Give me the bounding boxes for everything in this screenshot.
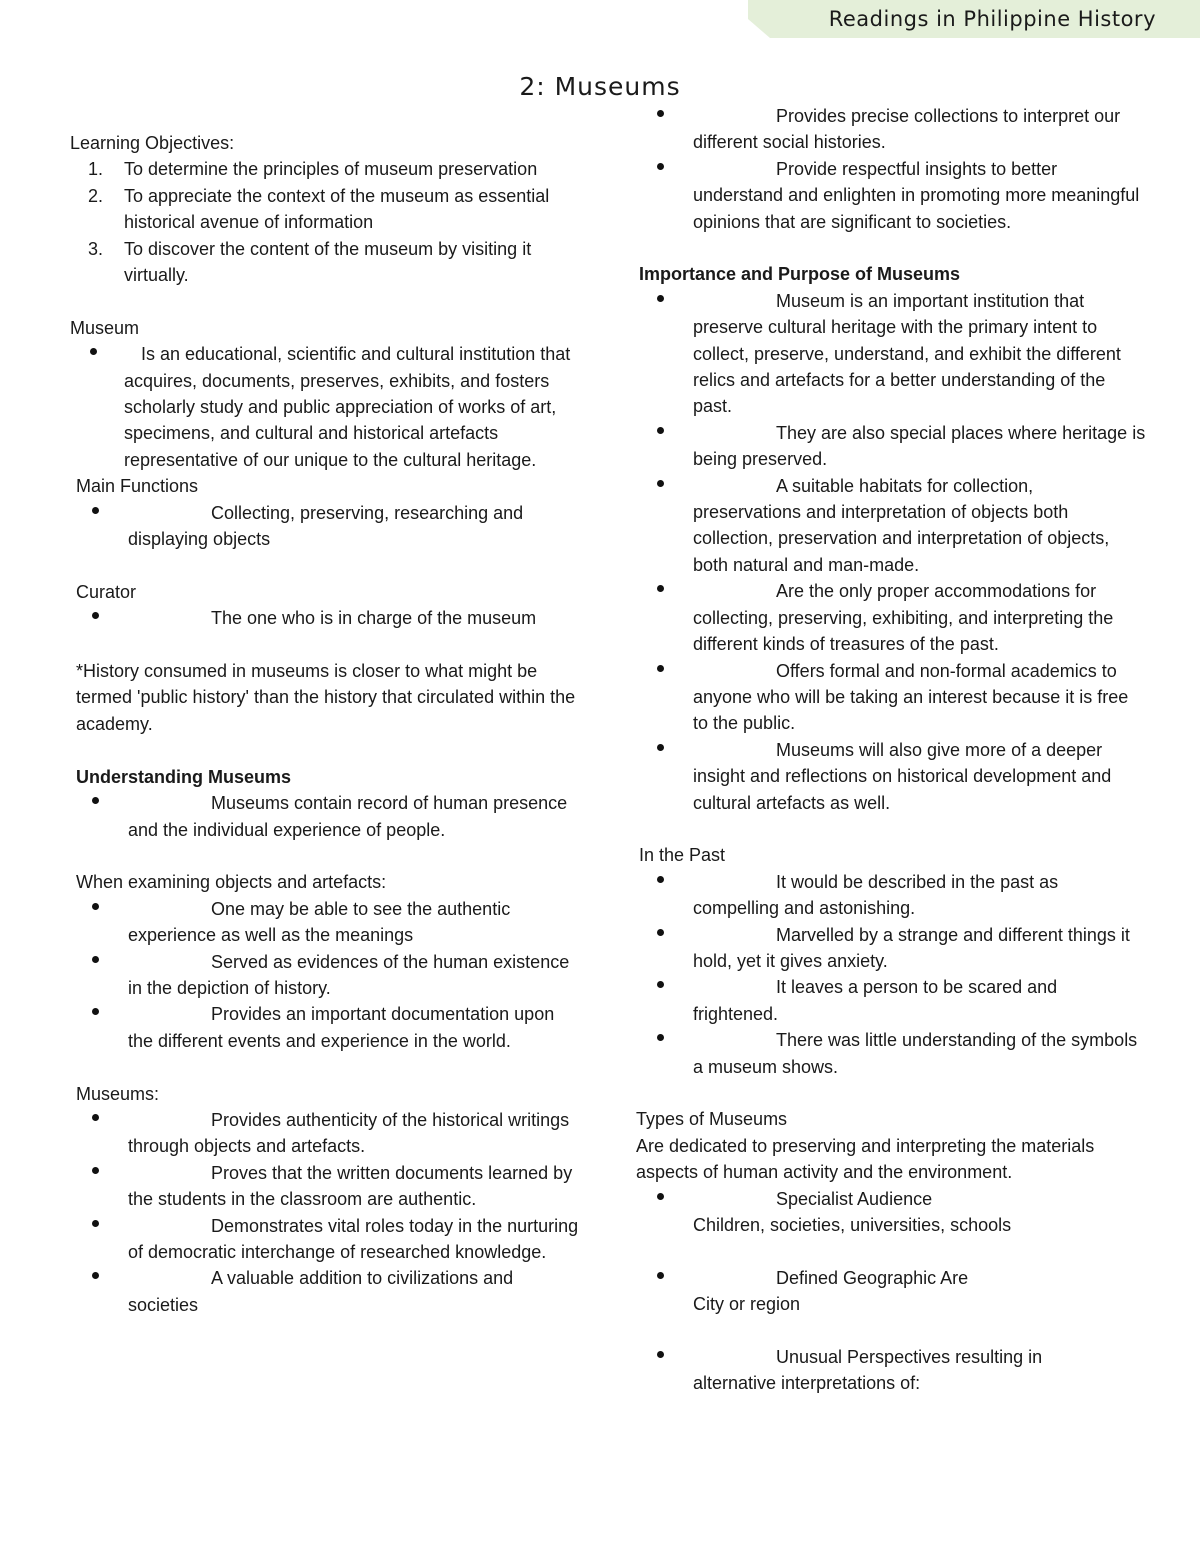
bullet-icon	[657, 665, 664, 672]
understanding-museums-heading: Understanding Museums	[76, 766, 292, 787]
bullet-icon	[92, 1114, 99, 1121]
curator-list	[70, 605, 580, 631]
type-detail: Children, societies, universities, schools	[693, 1215, 1012, 1236]
types-list	[636, 1186, 1146, 1212]
continued-list	[636, 103, 1146, 235]
bullet-icon	[92, 1272, 99, 1279]
list-item: Provides precise collections to interpret our different social histories.	[636, 103, 1146, 156]
list-item: Museums contain record of human presence and the individual experience of people.	[70, 790, 580, 843]
curator-heading: Curator	[76, 581, 137, 602]
list-item: It would be described in the past as compelling and astonishing.	[636, 869, 1146, 922]
type-detail: City or region	[693, 1294, 801, 1315]
bullet-icon	[92, 1167, 99, 1174]
list-item: Provides an important documentation upon the different events and experience in the world.	[70, 1001, 580, 1054]
museum-heading: Museum	[70, 317, 140, 338]
list-item: Unusual Perspectives resulting in	[636, 1344, 1146, 1370]
list-item: Provide respectful insights to better understand and enlighten in promoting more meaningful opinions that are significant to societies.	[636, 156, 1146, 235]
understanding-museums-list	[70, 790, 580, 843]
list-item: Are the only proper accommodations for collecting, preserving, exhibiting, and interpreting the different kinds of treasures of the past.	[636, 578, 1146, 657]
type-detail: alternative interpretations of:	[693, 1373, 921, 1394]
list-item: Museum is an important institution that preserve cultural heritage with the primary intent to collect, preserve, understand, and exhibit the different relics and artefacts for a better understanding of the past.	[636, 288, 1146, 420]
bullet-icon	[657, 929, 664, 936]
in-the-past-heading: In the Past	[639, 845, 726, 866]
bullet-icon	[657, 295, 664, 302]
bullet-icon	[657, 427, 664, 434]
main-functions-list	[70, 500, 580, 553]
learning-objectives-list	[70, 156, 580, 288]
bullet-icon	[657, 981, 664, 988]
bullet-icon	[657, 480, 664, 487]
types-list	[636, 1265, 1146, 1291]
course-title: Readings in Philippine History	[828, 7, 1156, 31]
bullet-icon	[92, 507, 99, 514]
importance-heading: Importance and Purpose of Museums	[639, 264, 961, 285]
bullet-icon	[92, 1220, 99, 1227]
in-the-past-list	[636, 869, 1146, 1080]
left-column	[70, 130, 580, 1318]
list-item: Marvelled by a strange and different things it hold, yet it gives anxiety.	[636, 922, 1146, 975]
right-column	[636, 103, 1146, 1397]
list-item: There was little understanding of the symbols a museum shows.	[636, 1027, 1146, 1080]
bullet-icon	[657, 585, 664, 592]
bullet-icon	[92, 903, 99, 910]
bullet-icon	[657, 1193, 664, 1200]
learning-objectives-heading: Learning Objectives:	[70, 133, 235, 153]
list-item: 3. To discover the content of the museum by visiting it virtually.	[88, 238, 532, 286]
list-item: Provides authenticity of the historical writings through objects and artefacts.	[70, 1107, 580, 1160]
list-item: 1. To determine the principles of museum preservation	[88, 159, 538, 180]
page-title: 2: Museums	[519, 72, 681, 101]
list-item: 2. To appreciate the context of the museum as essential historical avenue of information	[88, 185, 550, 233]
list-item: Specialist Audience	[636, 1186, 1146, 1212]
main-functions-heading: Main Functions	[76, 476, 199, 497]
list-item: Served as evidences of the human existence in the depiction of history.	[70, 949, 580, 1002]
bullet-icon	[90, 348, 97, 355]
list-item: Demonstrates vital roles today in the nurturing of democratic interchange of researched knowledge.	[70, 1213, 580, 1266]
bullet-icon	[657, 876, 664, 883]
importance-list	[636, 288, 1146, 816]
bullet-icon	[657, 110, 664, 117]
examining-objects-list	[70, 896, 580, 1054]
bullet-icon	[657, 1034, 664, 1041]
list-item: One may be able to see the authentic experience as well as the meanings	[70, 896, 580, 949]
list-item: Is an educational, scientific and cultural institution that acquires, documents, preserves, exhibits, and fosters scholarly study and public appreciation of works of art, specimens, and cultural and historical artefacts representative of our unique to the cultural heritage.	[70, 341, 580, 473]
bullet-icon	[92, 1008, 99, 1015]
types-heading: Types of Museums	[636, 1109, 788, 1130]
list-item: Proves that the written documents learned by the students in the classroom are authentic.	[70, 1160, 580, 1213]
public-history-note: *History consumed in museums is closer to what might be termed 'public history' than the history that circulated within the academy.	[76, 661, 576, 734]
museums-heading: Museums:	[76, 1083, 160, 1104]
list-item: Museums will also give more of a deeper insight and reflections on historical development and cultural artefacts as well.	[636, 737, 1146, 816]
list-item: A valuable addition to civilizations and societies	[70, 1265, 580, 1318]
bullet-icon	[657, 163, 664, 170]
bullet-icon	[92, 612, 99, 619]
examining-objects-heading: When examining objects and artefacts:	[76, 872, 387, 893]
list-item: A suitable habitats for collection, preservations and interpretation of objects both collection, preservation and interpretation of objects, both natural and man-made.	[636, 473, 1146, 579]
list-item: Defined Geographic Are	[636, 1265, 1146, 1291]
list-item: It leaves a person to be scared and frightened.	[636, 974, 1146, 1027]
museum-list	[70, 341, 580, 473]
museums-list	[70, 1107, 580, 1318]
list-item: The one who is in charge of the museum	[70, 605, 580, 631]
bullet-icon	[92, 797, 99, 804]
types-list	[636, 1344, 1146, 1370]
bullet-icon	[92, 956, 99, 963]
list-item: They are also special places where heritage is being preserved.	[636, 420, 1146, 473]
bullet-icon	[657, 1351, 664, 1358]
list-item: Offers formal and non-formal academics to anyone who will be taking an interest because it is free to the public.	[636, 658, 1146, 737]
bullet-icon	[657, 744, 664, 751]
list-item: Collecting, preserving, researching and displaying objects	[70, 500, 580, 553]
bullet-icon	[657, 1272, 664, 1279]
types-intro: Are dedicated to preserving and interpreting the materials aspects of human activity and the environment.	[636, 1135, 1095, 1183]
